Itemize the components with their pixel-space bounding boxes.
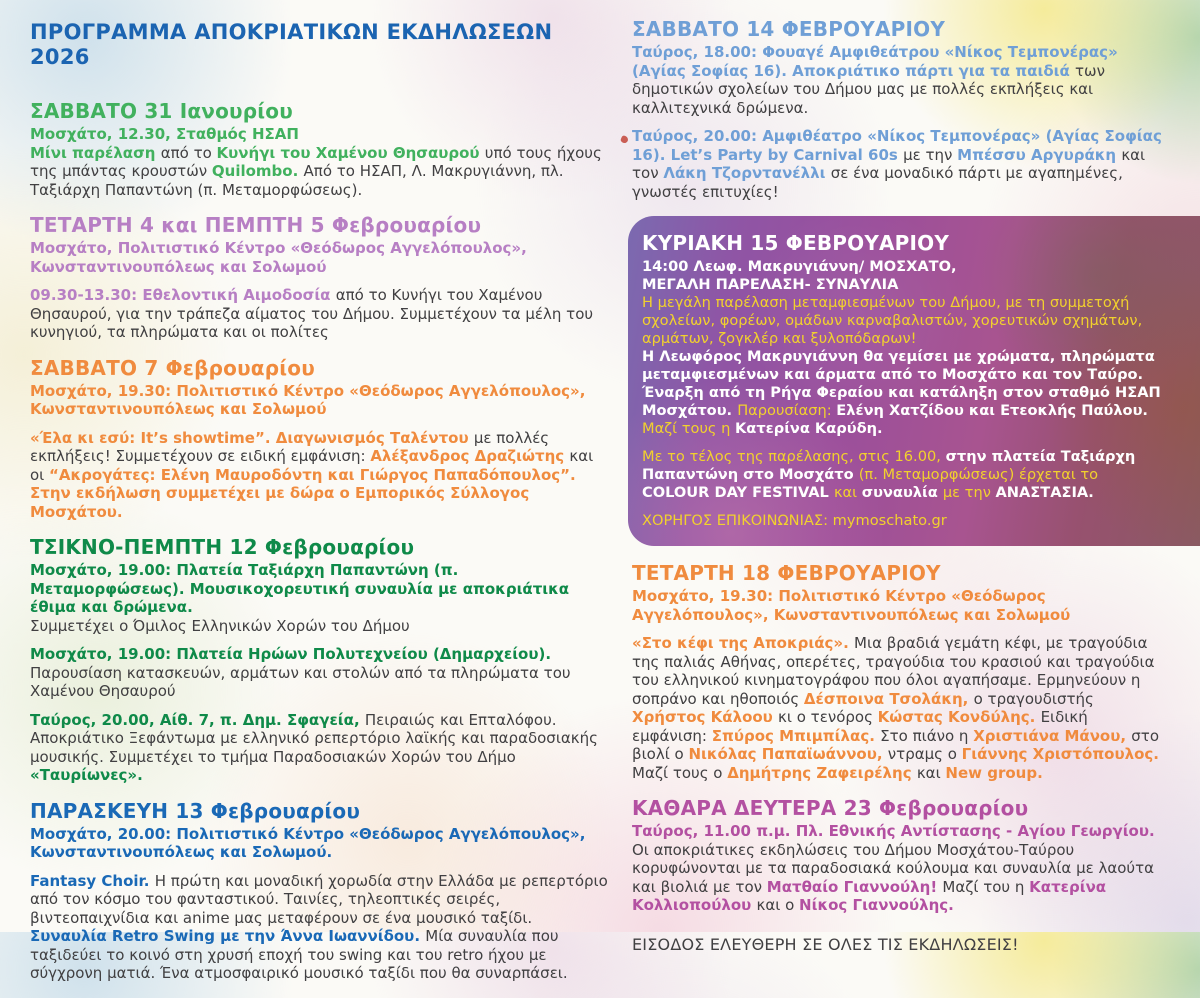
text-run: Μαζί τους η	[642, 420, 735, 437]
text-run: Ταύρος, 20.00: Αμφιθέατρο «Νίκος Τεμπονέρας» (Αγίας Σοφίας 16). Let’s Party by Carnival 60s	[632, 127, 1162, 164]
text-run: Quilombo.	[211, 162, 304, 181]
text-run: Ταύρος, 18.00: Φουαγέ Αμφιθεάτρου «Νίκος Τεμπονέρας» (Αγίας Σοφίας 16). Αποκριάτικο πάρτι για τα παιδιά	[632, 43, 1118, 80]
section-subheading: Μοσχάτο, 19.00: Πλατεία Ταξιάρχη Παπαντώνη (π. Μεταμορφώσεως). Μουσικοχορευτική συναυλία με αποκριάτικα έθιμα και δρώμενα.	[30, 561, 570, 617]
section-subheading: Μοσχάτο, 19.30: Πολιτιστικό Κέντρο «Θεόδωρος Αγγελόπουλος», Κωνσταντινουπόλεως και Σολωμού	[632, 587, 1071, 624]
text-run: Ταύρος, 11.00 π.μ. Πλ. Εθνικής Αντίστασης - Αγίου Γεωργίου.	[632, 822, 1155, 840]
section-heading-feb13: ΠΑΡΑΣΚΕΥΗ 13 Φεβρουαρίου	[30, 798, 361, 823]
text-run: Μαζί τους ο	[632, 763, 728, 782]
text-run: Μία συναυλία που ταξιδεύει το κοινό στη χρυσή εποχή του swing και του retro ήχου με σύγχρονη ματιά. Ένα ατμοσφαιρικό μουσικό ταξίδι που θα συναρπάσει.	[30, 927, 568, 983]
text-run: Στο πιάνο η	[880, 726, 974, 745]
text-run: ο τραγουδιστής	[973, 689, 1094, 708]
text-run: Με το τέλος της παρέλασης, στις 16.00,	[642, 448, 946, 465]
section-paragraph	[632, 822, 1200, 915]
section-subheading: Μοσχάτο, 20.00: Πολιτιστικό Κέντρο «Θεόδωρος Αγγελόπουλος», Κωνσταντινουπόλεως και Σολωμού.	[30, 824, 586, 862]
text-run: των δημοτικών σχολείων του Δήμου μας με πολλές εκπλήξεις και καλλιτεχνικά δρώμενα.	[632, 61, 1105, 117]
section-paragraph: Παρουσίαση κατασκευών, αρμάτων και στολών από τα πληρώματα του Χαμένου Θησαυρού	[30, 663, 571, 701]
text-run: Χρήστος Κάλοου	[632, 708, 779, 726]
text-run: (π. Μεταμορφώσεως) έρχεται το	[858, 466, 1099, 483]
text-run: Κυνήγι του Χαμένου Θησαυρού	[216, 143, 485, 162]
section-heading-feb12: ΤΣΙΚΝΟ-ΠΕΜΠΤΗ 12 Φεβρουαρίου	[30, 535, 415, 560]
text-run: COLOUR DAY FESTIVAL	[642, 484, 834, 501]
section-paragraph	[30, 429, 608, 522]
section-heading-feb7: ΣΑΒΒΑΤΟ 7 Φεβρουαρίου	[30, 355, 315, 380]
section-paragraph	[30, 872, 608, 928]
text-run: Μπέσσυ Αργυράκη	[957, 145, 1122, 164]
text-run: Χριστιάνα Μάνου,	[973, 726, 1132, 745]
text-run: 09.30-13.30: Εθελοντική Αιμοδοσία	[30, 286, 336, 305]
text-run: κι ο τενόρος	[778, 708, 878, 726]
text-run: και	[833, 484, 862, 501]
section-subheading: Μοσχάτο, Πολιτιστικό Κέντρο «Θεόδωρος Αγγελόπουλος», Κωνσταντινουπόλεως και Σολωμού	[30, 239, 527, 276]
section-heading-feb14: ΣΑΒΒΑΤΟ 14 ΦΕΒΡΟΥΑΡΙΟΥ	[632, 17, 946, 41]
text-run: Ματθαίο Γιαννούλη!	[766, 877, 943, 896]
text-run: «Έλα κι εσύ: It’s showtime”. Διαγωνισμός Ταλέντου	[30, 428, 474, 447]
section-jan31	[30, 100, 608, 199]
featured-event-line: ΜΕΓΑΛΗ ΠΑΡΕΛΑΣΗ- ΣΥΝΑΥΛΙΑ	[642, 276, 899, 293]
section-heading-feb15: ΚΥΡΙΑΚΗ 15 ΦΕΒΡΟΥΑΡΙΟΥ	[642, 231, 950, 255]
text-run: Fantasy Choir.	[30, 871, 155, 890]
text-run: Μια βραδιά γεμάτη κέφι, με τραγούδια της παλιάς Αθήνας, οπερέτες, τραγούδια του κρασιού και τραγούδια του ελληνικού κινηματογράφου που όλοι αγαπήσαμε. Ερμηνεύουν η σοπράνο και ηθοποιός	[632, 634, 1155, 708]
section-heading-feb4-5: ΤΕΤΑΡΤΗ 4 και ΠΕΜΠΤΗ 5 Φεβρουαρίου	[30, 213, 482, 238]
section-paragraph	[632, 43, 1200, 117]
text-run: Νικόλας Παπαϊωάννου,	[688, 745, 888, 763]
text-run: Κατερίνα Καρύδη.	[734, 420, 883, 437]
section-paragraph	[30, 286, 608, 342]
text-run: Παρουσίαση:	[737, 402, 837, 419]
text-run: New group.	[945, 763, 1043, 782]
text-run: και	[916, 763, 946, 782]
text-run: και τον	[632, 145, 1146, 182]
text-run: Ταύρος, 20.00, Αίθ. 7, π. Δημ. Σφαγεία,	[30, 710, 365, 729]
text-run: και ο	[756, 896, 800, 914]
text-run: Από το ΗΣΑΠ, Λ. Μακρυγιάννη, πλ. Ταξιάρχη Παπαντώνη (π. Μεταμορφώσεως).	[30, 162, 564, 199]
section-feb12	[30, 536, 608, 785]
featured-time-line: 14:00 Λεωφ. Μακρυγιάννη/ ΜΟΣΧΑΤΟ,	[642, 258, 957, 275]
section-feb14	[632, 18, 1200, 201]
text-run: Γιάννης Χριστόπουλος.	[961, 745, 1160, 763]
text-run: «Στο κέφι της Αποκριάς».	[632, 634, 855, 652]
text-run: ΑΝΑΣΤΑΣΙΑ.	[995, 484, 1094, 501]
text-run: Συναυλία Retro Swing με την Άννα Ιωαννίδου.	[30, 927, 426, 946]
section-heading-feb23: ΚΑΘΑΡΑ ΔΕΥΤΕΡΑ 23 Φεβρουαρίου	[632, 796, 1029, 820]
section-feb23	[632, 797, 1200, 915]
text-run: Η Λεωφόρος Μακρυγιάννη θα γεμίσει με χρώματα, πληρώματα μεταμφιεσμένων και άρματα από το Μοσχάτο και τον Ταύρο. Έναρξη από τη Ρήγα Φεραίου και κατάληξη στον σταθμό ΗΣΑΠ Μοσχάτου.	[642, 348, 1161, 419]
text-run: Κατερίνα Κολλιοπούλου	[632, 877, 1107, 914]
text-run: «Ταυρίωνες».	[30, 766, 143, 785]
free-entrance-notice: ΕΙΣΟΔΟΣ ΕΛΕΥΘΕΡΗ ΣΕ ΟΛΕΣ ΤΙΣ ΕΚΔΗΛΩΣΕΙΣ!	[632, 934, 1019, 954]
text-run: από το	[160, 143, 217, 162]
text-run: από το Κυνήγι του Χαμένου Θησαυρού, για την τράπεζα αίματος του Δήμου. Συμμετέχουν τα μέλη του κυνηγιού, τα πληρώματα και οι πολίτες	[30, 286, 594, 342]
text-run: Οι αποκριάτικες εκδηλώσεις του Δήμου Μοσχάτου-Ταύρου κορυφώνονται με τα παραδοσιακά κούλουμα και συναυλία με λαούτα και βιολιά με τον	[632, 840, 1155, 896]
text-run: Μαζί του η	[942, 877, 1030, 896]
section-feb15-featured-box	[628, 216, 1200, 546]
text-run: Λάκη Τζορντανέλλι	[663, 164, 831, 182]
text-run: με πολλές εκπλήξεις! Συμμετέχουν σε ειδική εμφάνιση:	[30, 428, 550, 466]
red-speck-decoration	[620, 135, 629, 144]
text-run: Η πρώτη και μοναδική χορωδία στην Ελλάδα με ρεπερτόριο από τον κόσμο του φανταστικού. Ταινίες, τηλεοπτικές σειρές, βιντεοπαιχνίδια και anime μας μεταφέρουν σε ένα μουσικό ταξίδι.	[30, 871, 608, 927]
text-run: Μίνι παρέλαση	[30, 143, 161, 162]
section-feb4-5	[30, 214, 608, 342]
text-run: και οι	[30, 447, 594, 484]
section-feb13	[30, 800, 608, 983]
text-run: Αλέξανδρος Δραζιώτης	[370, 447, 570, 466]
sponsor-line: ΧΟΡΗΓΟΣ ΕΠΙΚΟΙΝΩΝΙΑΣ: mymoschato.gr	[642, 512, 947, 529]
text-run: Σπύρος Μπιμπίλας.	[711, 726, 881, 745]
text-run: Ελένη Χατζίδου και Ετεοκλής Παύλου.	[836, 402, 1148, 419]
section-heading-feb18: ΤΕΤΑΡΤΗ 18 ΦΕΒΡΟΥΑΡΙΟΥ	[632, 561, 941, 585]
text-run: με την	[903, 145, 958, 164]
section-paragraph	[632, 634, 1200, 782]
section-paragraph	[30, 927, 608, 983]
section-heading-jan31: ΣΑΒΒΑΤΟ 31 Ιανουρίου	[30, 99, 293, 124]
text-run: στην πλατεία Ταξιάρχη Παπαντώνη στο Μοσχάτο	[642, 448, 1136, 483]
section-paragraph: Συμμετέχει ο Όμιλος Ελληνικών Χορών του Δήμου	[30, 616, 410, 635]
section-paragraph	[30, 144, 608, 200]
text-run: σε ένα μοναδικό πάρτι με αγαπημένες, γνωστές επιτυχίες!	[632, 164, 1123, 201]
right-column	[632, 18, 1200, 970]
text-run: υπό τους ήχους της μπάντας κρουστών	[30, 143, 602, 181]
text-run: Ειδική εμφάνιση:	[632, 708, 1088, 745]
section-paragraph	[632, 127, 1200, 201]
text-run: ντραμς ο	[887, 745, 962, 763]
section-feb18	[632, 562, 1200, 782]
text-run: στο βιολί ο	[632, 726, 1160, 763]
text-run: Δέσποινα Τσολάκη,	[803, 689, 974, 708]
section-paragraph	[30, 711, 608, 785]
page-title: ΠΡΟΓΡΑΜΜΑ ΑΠΟΚΡΙΑΤΙΚΩΝ ΕΚΔΗΛΩΣΕΩΝ 2026	[30, 20, 553, 70]
text-run: με την	[942, 484, 996, 501]
text-run: Δημήτρης Ζαφειρέλης	[727, 763, 917, 782]
featured-paragraph	[642, 448, 1164, 502]
section-feb7	[30, 357, 608, 522]
featured-lead-paragraph: Η μεγάλη παρέλαση μεταμφιεσμένων του Δήμου, με τη συμμετοχή σχολείων, φορέων, ομάδων καρναβαλιστών, χορευτικών σχημάτων, αρμάτων, ζογκλέρ και ξυλοπόδαρων!	[642, 294, 1143, 347]
section-subheading: Μοσχάτο, 12.30, Σταθμός ΗΣΑΠ	[30, 125, 299, 144]
text-run: Πειραιώς και Επταλόφου. Αποκριάτικο Ξεφάντωμα με ελληνικό ρεπερτόριο λαϊκής και παραδοσιακής μουσικής. Συμμετέχει το τμήμα Παραδοσιακών Χορών του Δήμο	[30, 710, 598, 766]
section-subheading: Μοσχάτο, 19.30: Πολιτιστικό Κέντρο «Θεόδωρος Αγγελόπουλος», Κωνσταντινουπόλεως και Σολωμού	[30, 381, 586, 419]
left-column	[30, 20, 608, 998]
text-run: συναυλία	[861, 484, 943, 501]
text-run: “Ακρογάτες: Ελένη Μαυροδόντη και Γιώργος Παπαδόπουλος”. Στην εκδήλωση συμμετέχει με δώρα ο Εμπορικός Σύλλογος Μοσχάτου.	[30, 465, 576, 521]
section-subheading: Μοσχάτο, 19.00: Πλατεία Ηρώων Πολυτεχνείου (Δημαρχείου).	[30, 645, 552, 664]
text-run: Κώστας Κονδύλης.	[877, 708, 1041, 726]
text-run: Νίκος Γιαννούλης.	[799, 896, 954, 914]
featured-paragraph	[642, 348, 1164, 438]
